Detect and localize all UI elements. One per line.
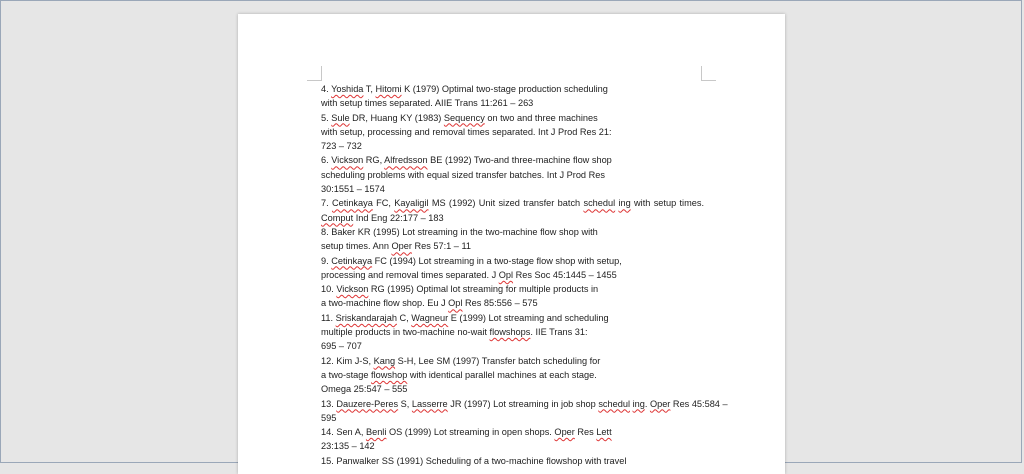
document-page[interactable] <box>238 14 785 474</box>
text-run: RG, <box>363 155 385 166</box>
text-run: E (1999) Lot streaming and scheduling <box>448 312 609 323</box>
text-run: S-H, Lee SM (1997) Transfer batch scheduling for <box>395 355 601 366</box>
spellcheck-word: Cetinkaya <box>331 198 373 209</box>
document-line[interactable] <box>321 382 704 396</box>
text-run: 14. Sen A, <box>321 427 366 438</box>
spellcheck-word: Oper <box>554 427 575 438</box>
text-run: 723 – 732 <box>321 141 362 152</box>
text-run: Omega 25:547 – 555 <box>321 384 408 395</box>
document-line[interactable] <box>321 311 704 325</box>
text-run: 5. <box>321 112 332 123</box>
text-run: 13. <box>321 398 337 409</box>
spellcheck-word: ing <box>618 198 631 209</box>
text-run: on two and three machines <box>484 112 598 123</box>
text-run: . IIE Trans 31: <box>530 327 588 338</box>
document-line[interactable] <box>321 125 704 139</box>
spellcheck-word: Kayaligil <box>394 198 429 209</box>
text-run: processing and removal times separated. J <box>321 269 499 280</box>
text-run: OS (1999) Lot streaming in open shops. <box>386 427 555 438</box>
document-line[interactable] <box>321 368 704 382</box>
spellcheck-word: schedul <box>598 398 630 409</box>
spellcheck-word: Sriskandarajah <box>335 312 397 323</box>
text-run: 15. Panwalker SS (1991) Scheduling of a two-machine flowshop with travel <box>321 455 627 466</box>
document-line[interactable] <box>321 82 704 96</box>
document-line[interactable] <box>321 282 704 296</box>
document-line[interactable] <box>321 196 704 210</box>
text-run: scheduling problems with equal sized transfer batches. Int J Prod Res <box>321 169 605 180</box>
text-run: 8. Baker KR (1995) Lot streaming in the two-machine flow shop with <box>321 226 598 237</box>
document-line[interactable] <box>321 397 728 411</box>
spellcheck-word: schedul <box>583 198 616 209</box>
text-run: Ind Eng 22:177 – 183 <box>353 212 444 223</box>
spellcheck-word: flowshop <box>371 369 408 380</box>
text-run: multiple products in two-machine no-wait <box>321 327 490 338</box>
spellcheck-word: Alfredsson <box>384 155 428 166</box>
spellcheck-word: Kang <box>373 355 396 366</box>
spellcheck-word: Wagneur <box>411 312 449 323</box>
text-run: MS (1992) Unit sized transfer batch <box>428 198 584 209</box>
document-line[interactable] <box>321 411 704 425</box>
text-run: Res 57:1 – 11 <box>411 241 471 252</box>
document-line[interactable] <box>321 254 704 268</box>
document-line[interactable] <box>321 182 704 196</box>
spellcheck-word: Cetinkaya <box>331 255 373 266</box>
text-run: 9. <box>321 255 332 266</box>
text-run: Res 45:584 – <box>670 398 728 409</box>
text-run: Res 85:556 – 575 <box>462 298 538 309</box>
document-line[interactable] <box>321 425 704 439</box>
text-run: S, <box>398 398 412 409</box>
text-run: JR (1997) Lot streaming in job shop <box>447 398 599 409</box>
document-line[interactable] <box>321 96 704 110</box>
text-run: with setup, processing and removal times separated. Int J Prod Res 21: <box>321 126 612 137</box>
text-run: K (1979) Optimal two-stage production scheduling <box>401 84 608 94</box>
text-run: . <box>644 398 650 409</box>
text-run: a two-stage <box>321 369 372 380</box>
spellcheck-word: Yoshida <box>331 84 364 94</box>
document-line[interactable] <box>321 325 704 339</box>
text-run: 595 <box>321 412 337 423</box>
document-line[interactable] <box>321 168 704 182</box>
text-run: FC, <box>372 198 395 209</box>
margin-corner-mark <box>307 66 322 81</box>
text-run: DR, Huang KY (1983) <box>349 112 444 123</box>
spellcheck-word: Opl <box>498 269 514 280</box>
spellcheck-word: Vickson <box>331 155 364 166</box>
document-line[interactable] <box>321 454 704 468</box>
text-run: setup times. Ann <box>321 241 392 252</box>
text-run: with setup times separated. AIIE Trans 11:261 – 263 <box>321 98 534 109</box>
spellcheck-word: Vickson <box>336 284 369 295</box>
document-body[interactable] <box>321 82 728 468</box>
spellcheck-word: Lasserre <box>411 398 448 409</box>
text-run: T, <box>363 84 376 94</box>
document-line[interactable] <box>321 211 704 225</box>
text-run: 23:135 – 142 <box>321 441 375 452</box>
spellcheck-word: Sule <box>331 112 350 123</box>
text-run: 4. <box>321 84 332 94</box>
text-run: RG (1995) Optimal lot streaming for multiple products in <box>368 284 599 295</box>
spellcheck-word: Oper <box>649 398 671 409</box>
spellcheck-word: Lett <box>596 427 612 438</box>
text-run: Res <box>574 427 597 438</box>
spellcheck-word: Sequency <box>443 112 485 123</box>
document-line[interactable] <box>321 268 704 282</box>
text-run: with setup times. <box>630 198 704 209</box>
document-line[interactable] <box>321 239 704 253</box>
text-run: 6. <box>321 155 332 166</box>
spellcheck-word: flowshops <box>489 327 531 338</box>
text-run: with identical parallel machines at each stage. <box>407 369 597 380</box>
spellcheck-word: ing <box>632 398 645 409</box>
spellcheck-word: Dauzere-Peres <box>336 398 399 409</box>
spellcheck-word: Hitomi <box>375 84 402 94</box>
text-run: FC (1994) Lot streaming in a two-stage flow shop with setup, <box>372 255 622 266</box>
text-run: 12. Kim J-S, <box>321 355 374 366</box>
text-run: 10. <box>321 284 337 295</box>
spellcheck-word: Oper <box>391 241 412 252</box>
text-run: a two-machine flow shop. Eu J <box>321 298 449 309</box>
text-run: Res Soc 45:1445 – 1455 <box>513 269 617 280</box>
margin-corner-mark <box>701 66 716 81</box>
document-line[interactable] <box>321 139 704 153</box>
document-line[interactable] <box>321 296 704 310</box>
document-line[interactable] <box>321 153 704 167</box>
spellcheck-word: Opl <box>448 298 463 309</box>
text-run: 7. <box>321 198 332 209</box>
text-run: 11. <box>321 312 336 323</box>
document-line[interactable] <box>321 111 704 125</box>
text-run: C, <box>396 312 412 323</box>
spellcheck-word: Comput <box>321 212 354 223</box>
text-run: BE (1992) Two-and three-machine flow shop <box>427 155 612 166</box>
spellcheck-word: Benli <box>365 427 387 438</box>
document-line[interactable] <box>321 354 704 368</box>
text-run: 30:1551 – 1574 <box>321 184 385 195</box>
document-line[interactable] <box>321 439 704 453</box>
text-run: 695 – 707 <box>321 341 362 352</box>
document-line[interactable] <box>321 225 704 239</box>
document-line[interactable] <box>321 339 704 353</box>
